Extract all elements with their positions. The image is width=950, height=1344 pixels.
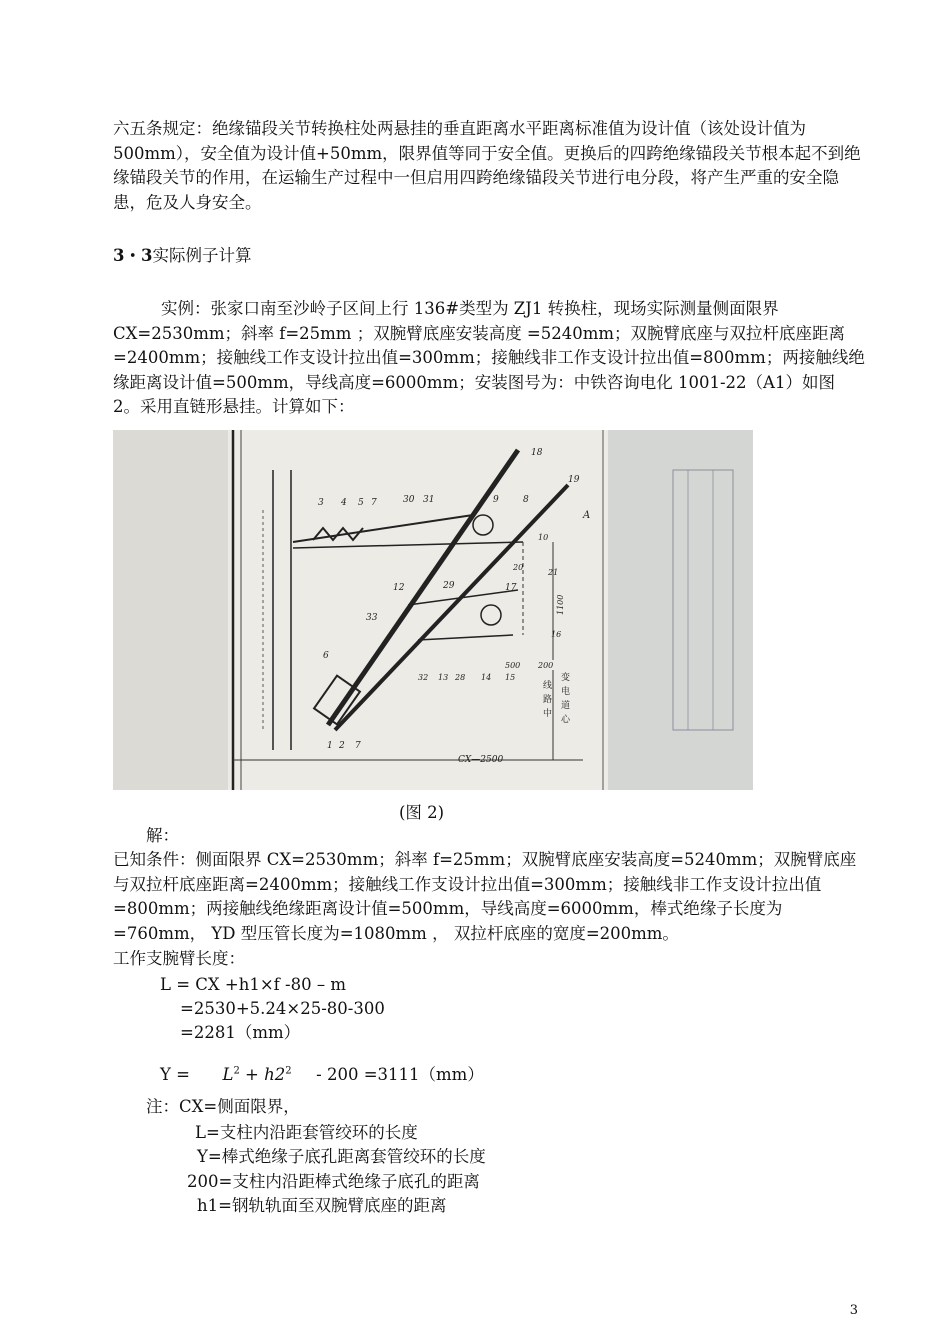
- side-label-6: 道: [561, 701, 571, 711]
- figure-caption: (图 2): [399, 803, 445, 822]
- paragraph-example: 实例：张家口南至沙岭子区间上行 136#类型为 ZJ1 转换柱，现场实际测量侧面限界 CX=2530mm；斜率 f=25mm ；双腕臂底座安装高度 =5240mm；双腕臂底座与双拉杆底座距离=2400mm；接触线工作支设计拉出值=300mm；接触线非工作支设计拉出值=800mm；两接触线绝缘距离设计值=500mm，导线高度=6000mm；安装图号为：中铁咨询电化 1001-22（A1）如图 2。采用直链形悬挂。计算如下：: [113, 299, 865, 416]
- formula-line-2: =2530+5.24×25-80-300: [180, 999, 385, 1018]
- label-21: 21: [548, 568, 559, 577]
- label-4: 4: [341, 498, 347, 508]
- label-32: 32: [418, 673, 429, 682]
- side-label-1: 线: [543, 681, 553, 691]
- formula-y-suffix: - 200 =3111（mm）: [316, 1065, 484, 1084]
- label-500: 500: [505, 661, 521, 670]
- label-20: 20: [513, 563, 524, 572]
- note-line-4: 200=支柱内沿距棒式绝缘子底孔的距离: [187, 1172, 480, 1191]
- label-7b: 7: [355, 741, 361, 751]
- formula-y-prefix: Y =: [160, 1065, 190, 1084]
- label-3: 3: [318, 498, 324, 508]
- formula-y-sup-b: 2: [285, 1065, 292, 1077]
- side-label-4: 变: [561, 673, 571, 683]
- label-14: 14: [481, 673, 492, 682]
- label-5: 5: [358, 498, 364, 508]
- solution-label: 解：: [146, 826, 179, 845]
- formula-y-h: h: [264, 1065, 275, 1084]
- label-17: 17: [505, 583, 517, 593]
- label-8: 8: [523, 495, 529, 505]
- label-cx: CX—2500: [458, 755, 504, 765]
- side-label-3: 中: [543, 709, 553, 719]
- label-28: 28: [455, 673, 466, 682]
- note-line-1: 注：CX=侧面限界，: [146, 1097, 300, 1116]
- formula-y-sub: 2: [274, 1065, 286, 1084]
- formula-y: [160, 1061, 484, 1085]
- cantilever-diagram: [113, 430, 753, 790]
- label-18: 18: [531, 448, 543, 458]
- label-15: 15: [505, 673, 516, 682]
- label-19: 19: [568, 475, 580, 485]
- paragraph-given: 已知条件：侧面限界 CX=2530mm；斜率 f=25mm；双腕臂底座安装高度=5240mm；双腕臂底座与双拉杆底座距离=2400mm；接触线工作支设计拉出值=300mm；接触线非工作支设计拉出值=800mm；两接触线绝缘距离设计值=500mm，导线高度=6000mm，棒式绝缘子长度为=760mm， YD 型压管长度为=1080mm ， 双拉杆底座的宽度=200mm。: [113, 850, 857, 943]
- label-9: 9: [493, 495, 499, 505]
- label-6: 6: [323, 651, 329, 661]
- formula-line-1: L = CX +h1×f -80 – m: [160, 975, 346, 994]
- label-7a: 7: [371, 498, 377, 508]
- label-1100: 1100: [556, 594, 565, 615]
- formula-y-plus: +: [239, 1065, 265, 1084]
- label-A: A: [583, 510, 591, 521]
- label-16: 16: [551, 630, 562, 639]
- label-13: 13: [438, 673, 449, 682]
- arm-length-label: 工作支腕臂长度：: [113, 949, 245, 968]
- label-29: 29: [443, 581, 455, 591]
- side-label-2: 路: [543, 695, 553, 705]
- label-12: 12: [393, 583, 405, 593]
- label-30: 30: [403, 495, 415, 505]
- side-label-7: 心: [561, 715, 571, 725]
- section-title: 实际例子计算: [152, 246, 252, 265]
- formula-y-L: L: [222, 1065, 234, 1084]
- label-33: 33: [366, 613, 378, 623]
- label-1: 1: [327, 741, 333, 751]
- label-31: 31: [423, 495, 435, 505]
- label-200: 200: [538, 661, 554, 670]
- paragraph-rules: 六五条规定：绝缘锚段关节转换柱处两悬挂的垂直距离水平距离标准值为设计值（该处设计值为 500mm），安全值为设计值+50mm，限界值等同于安全值。更换后的四跨绝缘锚段关节根本起不到绝缘锚段关节的作用，在运输生产过程中一但启用四跨绝缘锚段关节进行电分段，将产生严重的安全隐患，危及人身安全。: [113, 119, 861, 212]
- formula-y-sup-a: 2: [233, 1065, 240, 1077]
- section-number: 3・3: [113, 246, 153, 265]
- formula-line-3: =2281（mm）: [180, 1023, 301, 1042]
- note-line-5: h1=钢轨轨面至双腕臂底座的距离: [197, 1196, 447, 1215]
- note-line-2: L=支柱内沿距套管绞环的长度: [195, 1123, 418, 1142]
- label-2: 2: [339, 741, 345, 751]
- label-10: 10: [538, 533, 549, 542]
- page-number: 3: [849, 1303, 858, 1318]
- figure-drawing: [113, 430, 753, 790]
- section-heading: [113, 245, 251, 267]
- side-label-5: 电: [561, 687, 571, 697]
- note-line-3: Y=棒式绝缘子底孔距离套管绞环的长度: [197, 1147, 486, 1166]
